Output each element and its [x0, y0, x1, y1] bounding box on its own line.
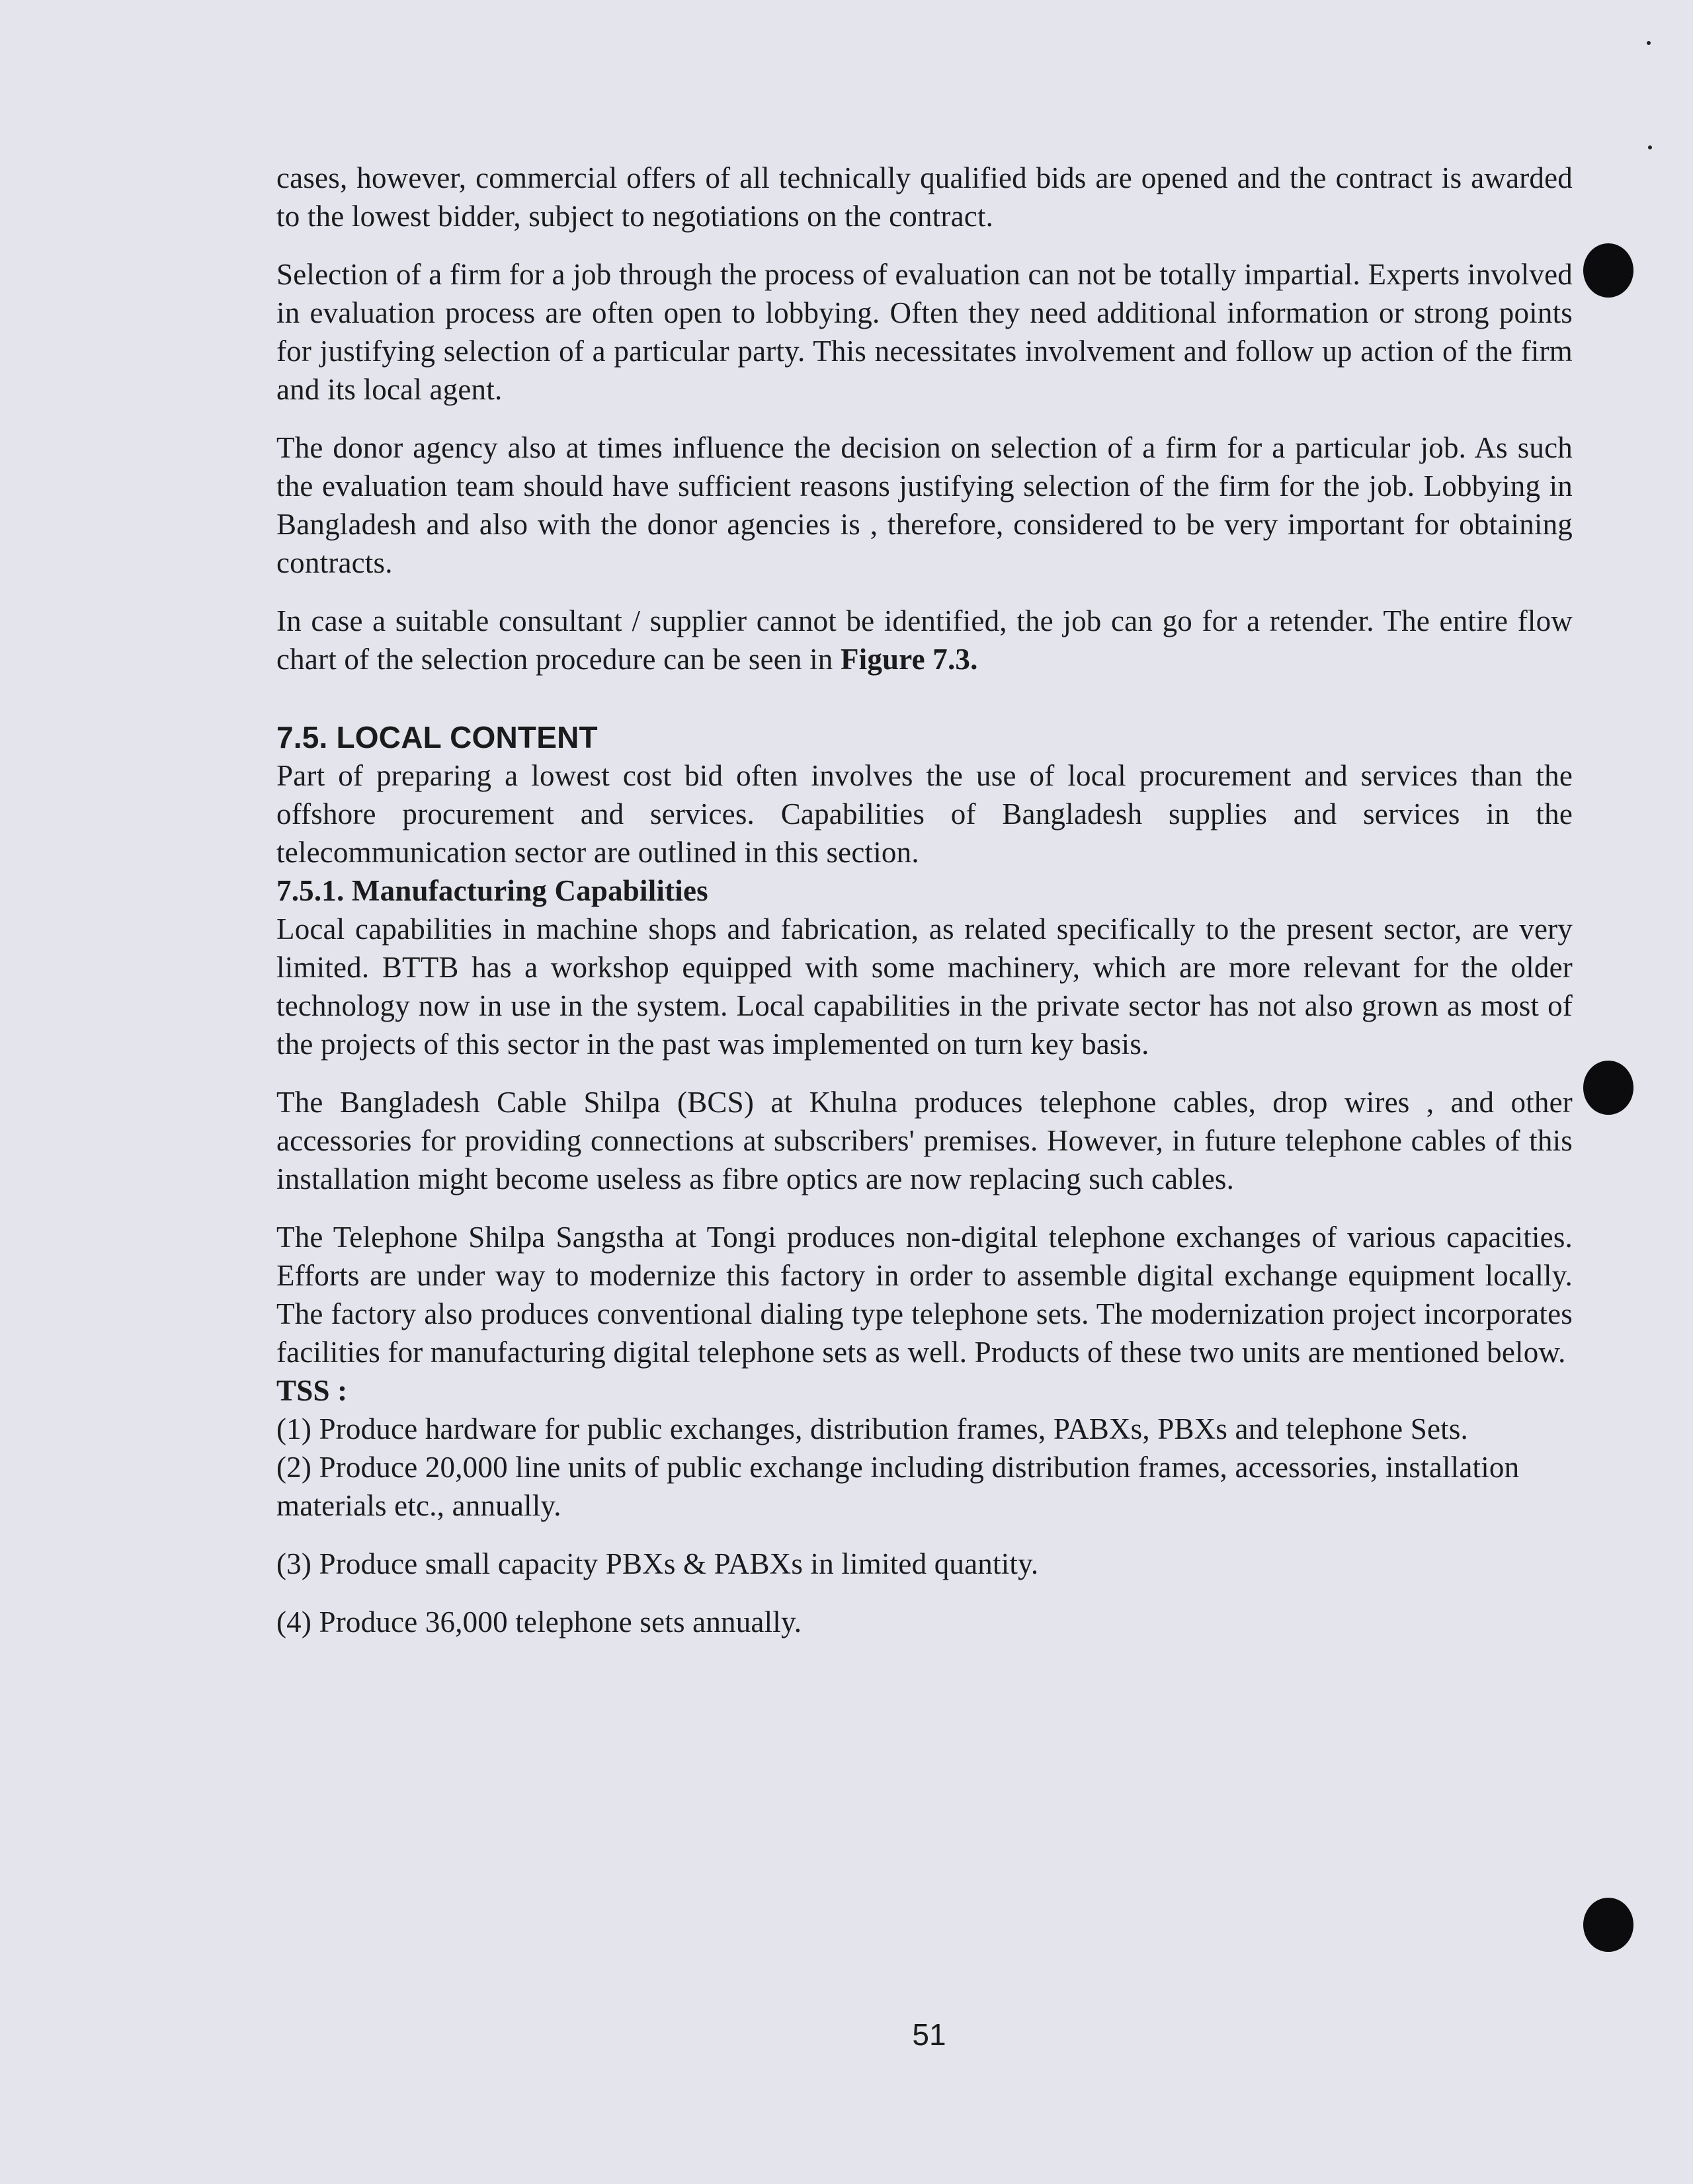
scan-speck: [1647, 41, 1651, 45]
tss-item-4: (4) Produce 36,000 telephone sets annually.: [276, 1605, 802, 1638]
tss-item-2: (2) Produce 20,000 line units of public exchange including distribution frames, accessories, installation materials etc., annually.: [276, 1451, 1520, 1522]
punch-hole-middle: [1583, 1061, 1633, 1115]
figure-reference: Figure 7.3.: [840, 643, 978, 676]
subsection-heading-manufacturing: 7.5.1. Manufacturing Capabilities: [276, 874, 708, 907]
scan-speck: [1648, 145, 1652, 149]
paragraph-retender: [276, 602, 1573, 678]
paragraph-local-content-intro: Part of preparing a lowest cost bid often involves the use of local procurement and services than the offshore procurement and services. Capabilities of Bangladesh supplies and services in the telecommunication sector are outlined in this section.: [276, 759, 1573, 869]
retender-text: In case a suitable consultant / supplier cannot be identified, the job can go for a retender. The entire flow chart of the selection procedure can be seen in: [276, 604, 1573, 676]
punch-hole-bottom: [1583, 1898, 1633, 1952]
tss-label: TSS :: [276, 1374, 348, 1407]
section-heading-local-content: 7.5. LOCAL CONTENT: [276, 720, 598, 754]
punch-hole-top: [1583, 243, 1633, 298]
page-body: [276, 159, 1573, 1641]
tss-item-3: (3) Produce small capacity PBXs & PABXs in limited quantity.: [276, 1547, 1039, 1580]
paragraph-bid-opening: cases, however, commercial offers of all technically qualified bids are opened and the contract is awarded to the lowest bidder, subject to negotiations on the contract.: [276, 161, 1573, 233]
page-number: 51: [912, 2017, 946, 2052]
tss-item-1: (1) Produce hardware for public exchanges, distribution frames, PABXs, PBXs and telephone Sets.: [276, 1412, 1468, 1445]
paragraph-local-capabilities: Local capabilities in machine shops and fabrication, as related specifically to the present sector, are very limited. BTTB has a workshop equipped with some machinery, which are more relevant for the older technology now in use in the system. Local capabilities in the private sector has not also grown as most of the projects of this sector in the past was implemented on turn key basis.: [276, 912, 1573, 1061]
paragraph-donor-agency: The donor agency also at times influence the decision on selection of a firm for a particular job. As such the evaluation team should have sufficient reasons justifying selection of the firm for the job. Lobbying in Bangladesh and also with the donor agencies is , therefore, considered to be very important for obtaining contracts.: [276, 431, 1573, 579]
paragraph-evaluation-lobbying: Selection of a firm for a job through the process of evaluation can not be totally impartial. Experts involved in evaluation process are often open to lobbying. Often they need additional information or strong points for justifying selection of a particular party. This necessitates involvement and follow up action of the firm and its local agent.: [276, 258, 1573, 406]
paragraph-tss-tongi: The Telephone Shilpa Sangstha at Tongi produces non-digital telephone exchanges of various capacities. Efforts are under way to modernize this factory in order to assemble digital exchange equipment locally. The factory also produces conventional dialing type telephone sets. The modernization project incorporates facilities for manufacturing digital telephone sets as well. Products of these two units are mentioned below.: [276, 1221, 1573, 1369]
paragraph-bcs-khulna: The Bangladesh Cable Shilpa (BCS) at Khulna produces telephone cables, drop wires , and other accessories for providing connections at subscribers' premises. However, in future telephone cables of this installation might become useless as fibre optics are now replacing such cables.: [276, 1086, 1573, 1195]
